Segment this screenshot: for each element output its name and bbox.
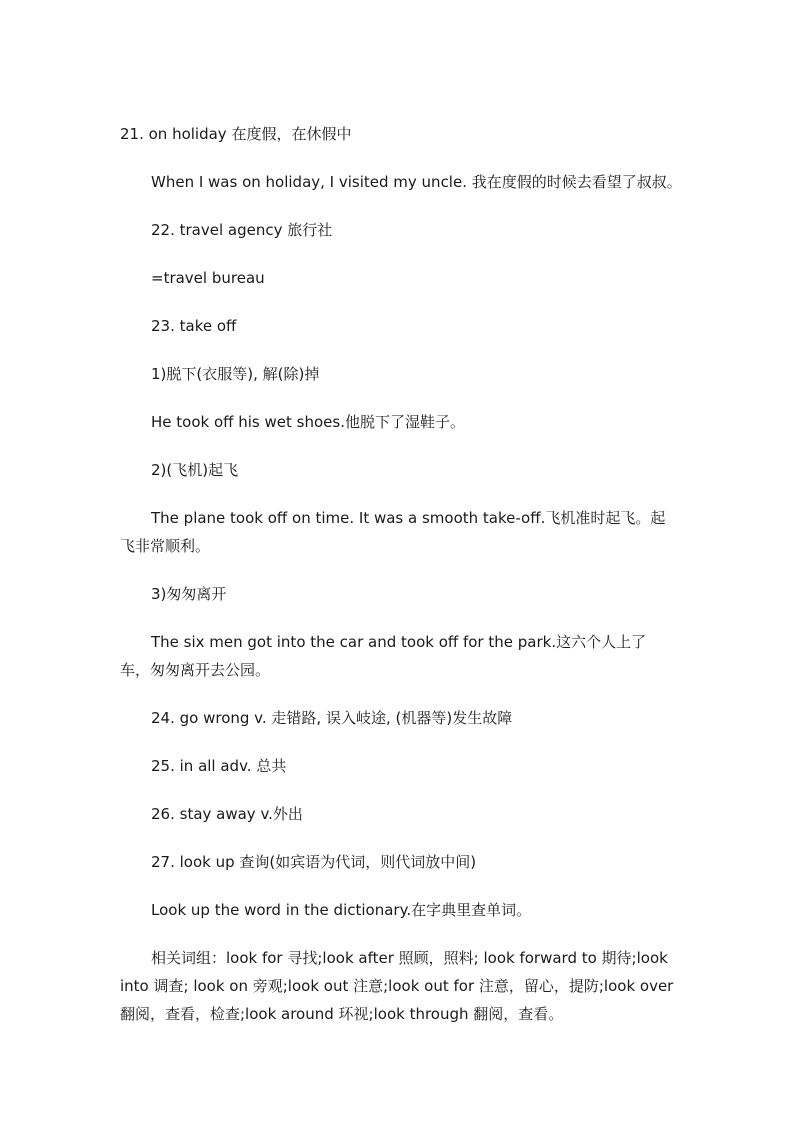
entry-22-heading: 22. travel agency 旅行社 — [151, 221, 333, 239]
entry-21-heading: 21. on holiday 在度假，在休假中 — [120, 125, 352, 143]
entry-23-meaning-3: 3)匆匆离开 — [151, 585, 227, 603]
entry-27-example: Look up the word in the dictionary.在字典里查单词。 — [151, 901, 532, 919]
entry-24-heading: 24. go wrong v. 走错路, 误入岐途, (机器等)发生故障 — [151, 709, 513, 727]
entry-23-heading: 23. take off — [151, 317, 237, 335]
entry-27-heading: 27. look up 查询(如宾语为代词，则代词放中间) — [151, 853, 477, 871]
entry-23-example-3: The six men got into the car and took off for the park.这六个人上了车，匆匆离开去公园。 — [120, 633, 647, 679]
entry-25-heading: 25. in all adv. 总共 — [151, 757, 287, 775]
entry-21-example: When I was on holiday, I visited my uncle. 我在度假的时候去看望了叔叔。 — [151, 173, 682, 191]
entry-23-example-1: He took off his wet shoes.他脱下了湿鞋子。 — [151, 413, 465, 431]
entry-22-synonym: =travel bureau — [151, 269, 265, 287]
related-phrases-paragraph: 相关词组：look for 寻找;look after 照顾，照料; look forward to 期待;look into 调查; look on 旁观;look out 注意;look out for 注意，留心，提防;look over 翻阅，查看，检查;look around 环视;look through 翻阅，查看。 — [120, 949, 674, 1023]
entry-23-meaning-1: 1)脱下(衣服等), 解(除)掉 — [151, 365, 320, 383]
entry-23-meaning-2: 2)(飞机)起飞 — [151, 461, 239, 479]
entry-26-heading: 26. stay away v.外出 — [151, 805, 303, 823]
entry-23-example-2: The plane took off on time. It was a smooth take-off.飞机准时起飞。起飞非常顺利。 — [120, 509, 666, 555]
